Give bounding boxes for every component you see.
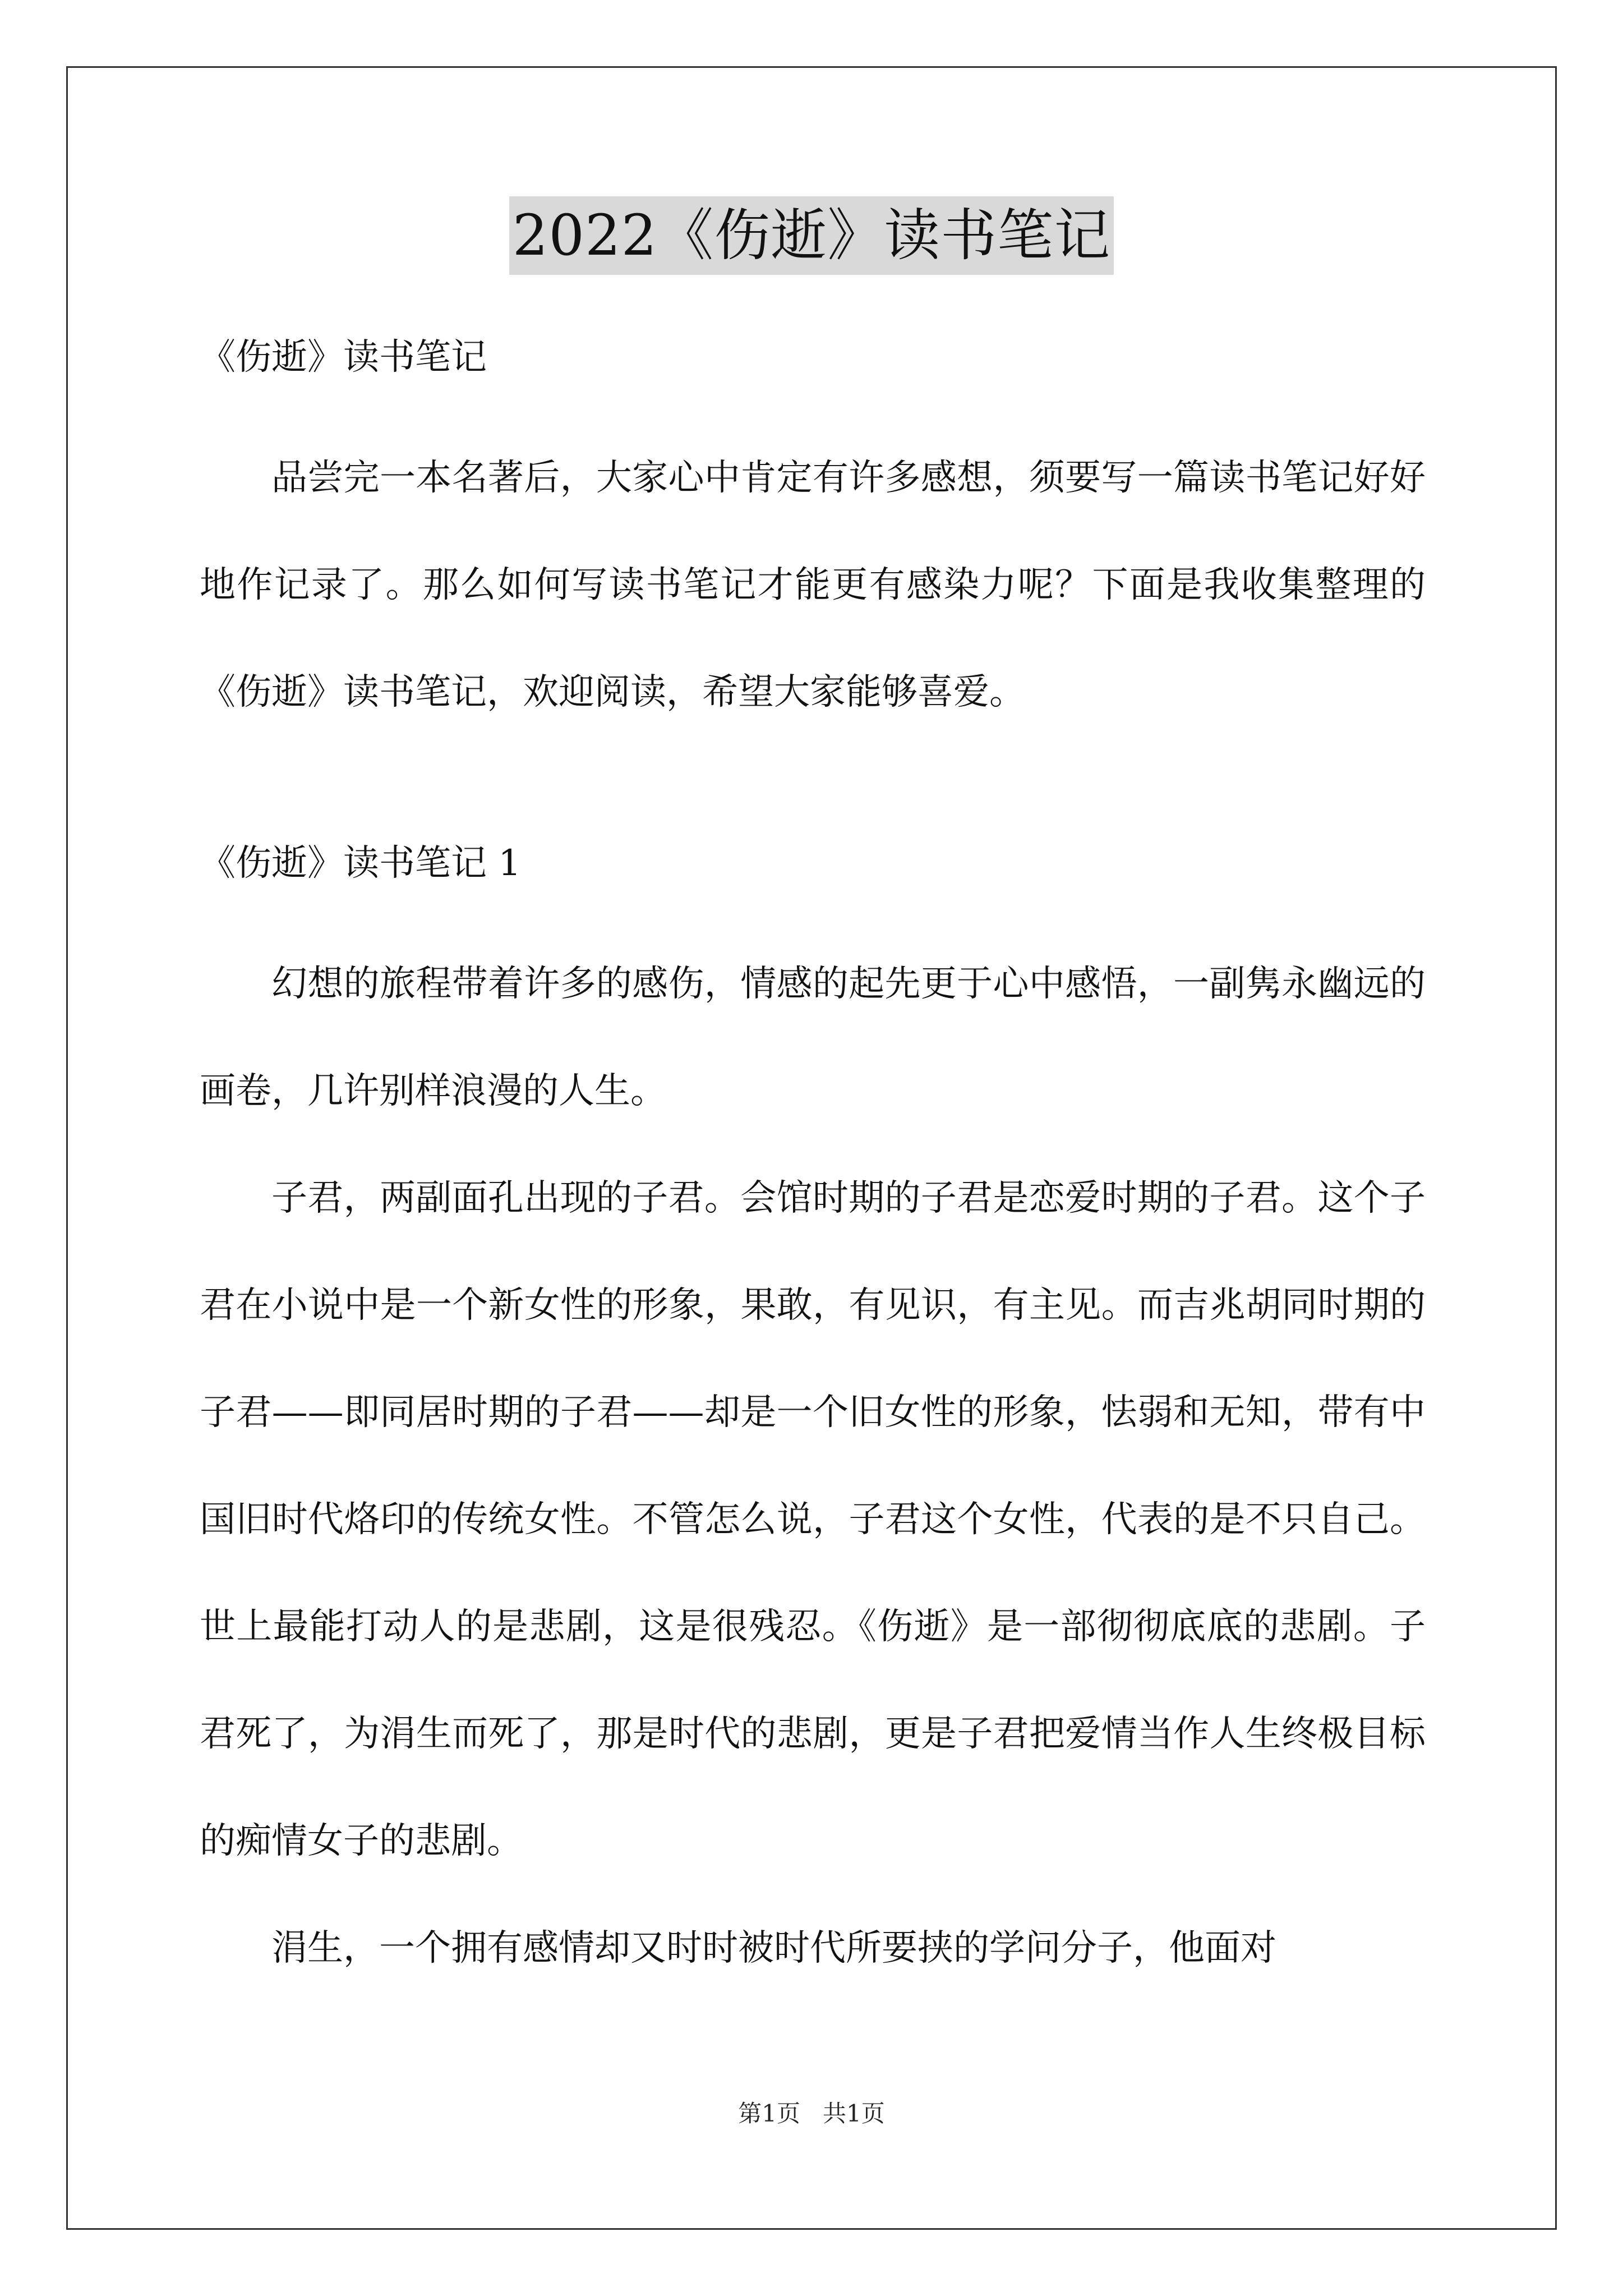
title-container bbox=[0, 196, 1623, 275]
paragraph: 品尝完一本名著后，大家心中肯定有许多感想，须要写一篇读书笔记好好地作记录了。那么如何写读书笔记才能更有感染力呢？下面是我收集整理的《伤逝》读书笔记，欢迎阅读，希望大家能够喜爱。 bbox=[200, 457, 1426, 713]
page-footer bbox=[0, 2097, 1623, 2131]
document-body bbox=[200, 331, 1426, 2002]
section-heading: 《伤逝》读书笔记 bbox=[200, 337, 487, 378]
paragraph: 子君，两副面孔出现的子君。会馆时期的子君是恋爱时期的子君。这个子君在小说中是一个新女性的形象，果敢，有见识，有主见。而吉兆胡同时期的子君——即同居时期的子君——却是一个旧女性的形象，怯弱和无知，带有中国旧时代烙印的传统女性。不管怎么说，子君这个女性，代表的是不只自己。世上最能打动人的是悲剧，这是很残忍。《伤逝》是一部彻彻底底的悲剧。子君死了，为涓生而死了，那是时代的悲剧，更是子君把爱情当作人生终极目标的痴情女子的悲剧。 bbox=[200, 1177, 1426, 1862]
paragraph: 涓生，一个拥有感情却又时时被时代所要挟的学问分子，他面对 bbox=[271, 1927, 1276, 1969]
page-total: 共1页 bbox=[823, 2100, 885, 2127]
section-spacer bbox=[200, 746, 1426, 837]
page-number: 第1页 bbox=[738, 2100, 800, 2127]
paragraph: 幻想的旅程带着许多的感伤，情感的起先更于心中感悟，一副隽永幽远的画卷，几许别样浪漫的人生。 bbox=[200, 963, 1426, 1112]
document-title: 2022《伤逝》读书笔记 bbox=[509, 196, 1114, 275]
section-heading: 《伤逝》读书笔记 1 bbox=[200, 843, 522, 884]
